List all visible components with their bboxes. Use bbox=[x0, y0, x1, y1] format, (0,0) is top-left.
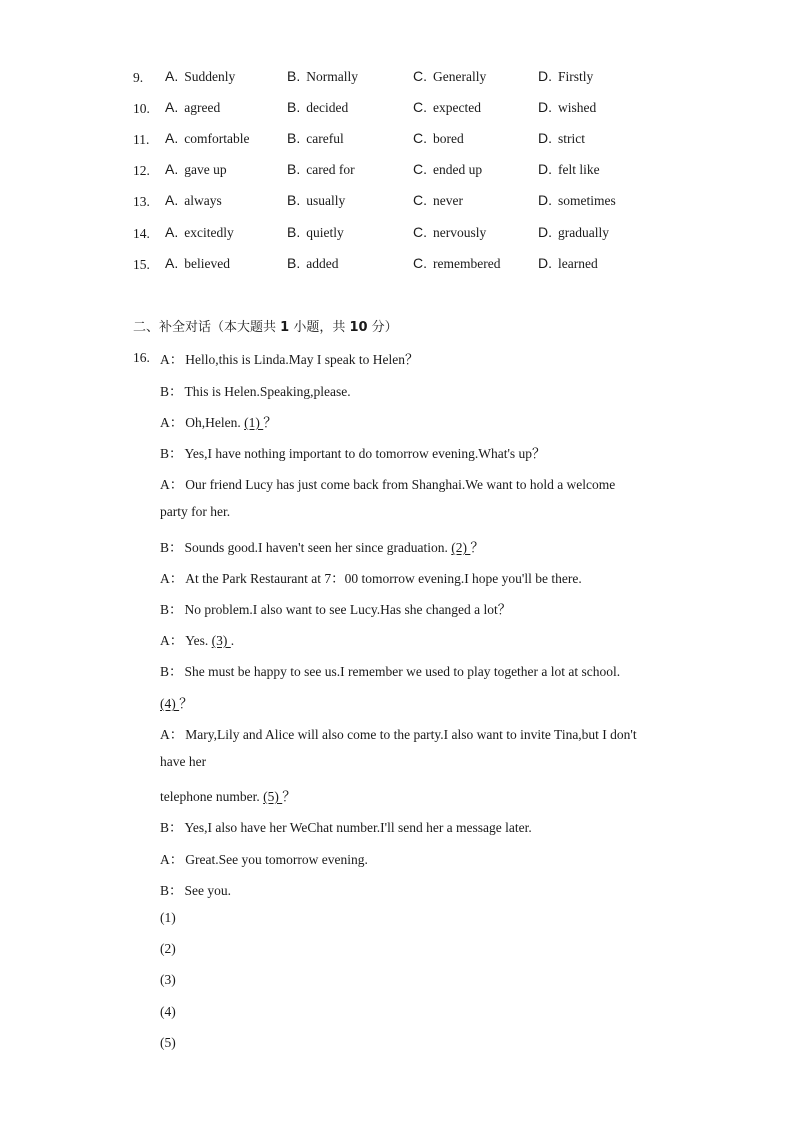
answer-blank-4[interactable]: (4) bbox=[160, 696, 180, 711]
choice-row-10 bbox=[0, 99, 794, 119]
question-number: 11. bbox=[133, 132, 150, 147]
option-c[interactable]: C. nervously bbox=[413, 224, 487, 240]
answer-line-3[interactable]: (3) bbox=[160, 972, 176, 987]
dialogue-line-11: B： She must be happy to see us.I remember we used to play together a lot at school. bbox=[160, 664, 621, 679]
dialogue-line-14: have her bbox=[160, 754, 207, 769]
option-d[interactable]: D. gradually bbox=[538, 224, 609, 240]
question-number: 14. bbox=[133, 226, 150, 241]
dialogue-line-7: B： Sounds good.I haven't seen her since graduation. (2) ？ bbox=[160, 540, 484, 555]
answer-line-5[interactable]: (5) bbox=[160, 1035, 176, 1050]
option-b[interactable]: B. quietly bbox=[287, 224, 344, 240]
option-a[interactable]: A. Suddenly bbox=[165, 68, 236, 84]
option-b[interactable]: B. cared for bbox=[287, 161, 355, 177]
dialogue-line-4: B： Yes,I have nothing important to do tomorrow evening.What's up？ bbox=[160, 446, 546, 461]
option-a[interactable]: A. comfortable bbox=[165, 130, 250, 146]
question-number: 10. bbox=[133, 101, 150, 116]
question-number: 12. bbox=[133, 163, 150, 178]
option-c[interactable]: C. never bbox=[413, 192, 463, 208]
option-d[interactable]: D. learned bbox=[538, 255, 598, 271]
option-c[interactable]: C. Generally bbox=[413, 68, 487, 84]
dialogue-line-12: (4) ？ bbox=[160, 696, 193, 711]
answer-blank-1[interactable]: (1) bbox=[244, 415, 264, 430]
option-b[interactable]: B. usually bbox=[287, 192, 346, 208]
option-a[interactable]: A. always bbox=[165, 192, 222, 208]
answer-blank-2[interactable]: (2) bbox=[451, 540, 471, 555]
option-a[interactable]: A. excitedly bbox=[165, 224, 234, 240]
option-d[interactable]: D. strict bbox=[538, 130, 585, 146]
choice-row-11 bbox=[0, 130, 794, 150]
question-number: 13. bbox=[133, 194, 150, 209]
option-d[interactable]: D. felt like bbox=[538, 161, 600, 177]
dialogue-line-16: B： Yes,I also have her WeChat number.I'll send her a message later. bbox=[160, 820, 532, 835]
choice-row-15 bbox=[0, 255, 794, 275]
dialogue-line-3: A： Oh,Helen. (1) ？ bbox=[160, 415, 277, 430]
option-d[interactable]: D. sometimes bbox=[538, 192, 616, 208]
choice-row-12 bbox=[0, 161, 794, 181]
dialogue-line-1: A： Hello,this is Linda.May I speak to Helen？ bbox=[160, 352, 419, 367]
question-number: 15. bbox=[133, 257, 150, 272]
option-d[interactable]: D. Firstly bbox=[538, 68, 594, 84]
dialogue-line-5: A： Our friend Lucy has just come back from Shanghai.We want to hold a welcome bbox=[160, 477, 616, 492]
choice-row-9 bbox=[0, 68, 794, 88]
dialogue-line-13: A： Mary,Lily and Alice will also come to the party.I also want to invite Tina,but I don't bbox=[160, 727, 637, 742]
option-c[interactable]: C. bored bbox=[413, 130, 464, 146]
option-c[interactable]: C. remembered bbox=[413, 255, 501, 271]
dialogue-line-18: B： See you. bbox=[160, 883, 232, 898]
answer-line-4[interactable]: (4) bbox=[160, 1004, 176, 1019]
option-b[interactable]: B. added bbox=[287, 255, 339, 271]
dialogue-line-9: B： No problem.I also want to see Lucy.Has she changed a lot？ bbox=[160, 602, 512, 617]
section-title: 二、补全对话（本大题共 1 小题，共 10 分） bbox=[133, 320, 398, 335]
answer-blank-5[interactable]: (5) bbox=[263, 789, 283, 804]
answer-line-1[interactable]: (1) bbox=[160, 910, 176, 925]
option-d[interactable]: D. wished bbox=[538, 99, 597, 115]
dialogue-line-10: A： Yes. (3) . bbox=[160, 633, 235, 648]
choice-row-13 bbox=[0, 192, 794, 212]
dialogue-line-17: A： Great.See you tomorrow evening. bbox=[160, 852, 368, 867]
choice-row-14 bbox=[0, 224, 794, 244]
option-b[interactable]: B. careful bbox=[287, 130, 344, 146]
dialogue-line-8: A： At the Park Restaurant at 7：00 tomorrow evening.I hope you'll be there. bbox=[160, 571, 582, 586]
option-a[interactable]: A. agreed bbox=[165, 99, 221, 115]
option-c[interactable]: C. expected bbox=[413, 99, 481, 115]
answer-blank-3[interactable]: (3) bbox=[211, 633, 231, 648]
dialogue-line-15: telephone number. (5) ？ bbox=[160, 789, 296, 804]
question-number: 9. bbox=[133, 70, 144, 85]
dialogue-line-2: B： This is Helen.Speaking,please. bbox=[160, 384, 351, 399]
answer-line-2[interactable]: (2) bbox=[160, 941, 176, 956]
question-number-16: 16. bbox=[133, 350, 150, 365]
dialogue-line-6: party for her. bbox=[160, 504, 231, 519]
option-b[interactable]: B. Normally bbox=[287, 68, 358, 84]
option-b[interactable]: B. decided bbox=[287, 99, 349, 115]
option-c[interactable]: C. ended up bbox=[413, 161, 483, 177]
option-a[interactable]: A. believed bbox=[165, 255, 230, 271]
option-a[interactable]: A. gave up bbox=[165, 161, 227, 177]
